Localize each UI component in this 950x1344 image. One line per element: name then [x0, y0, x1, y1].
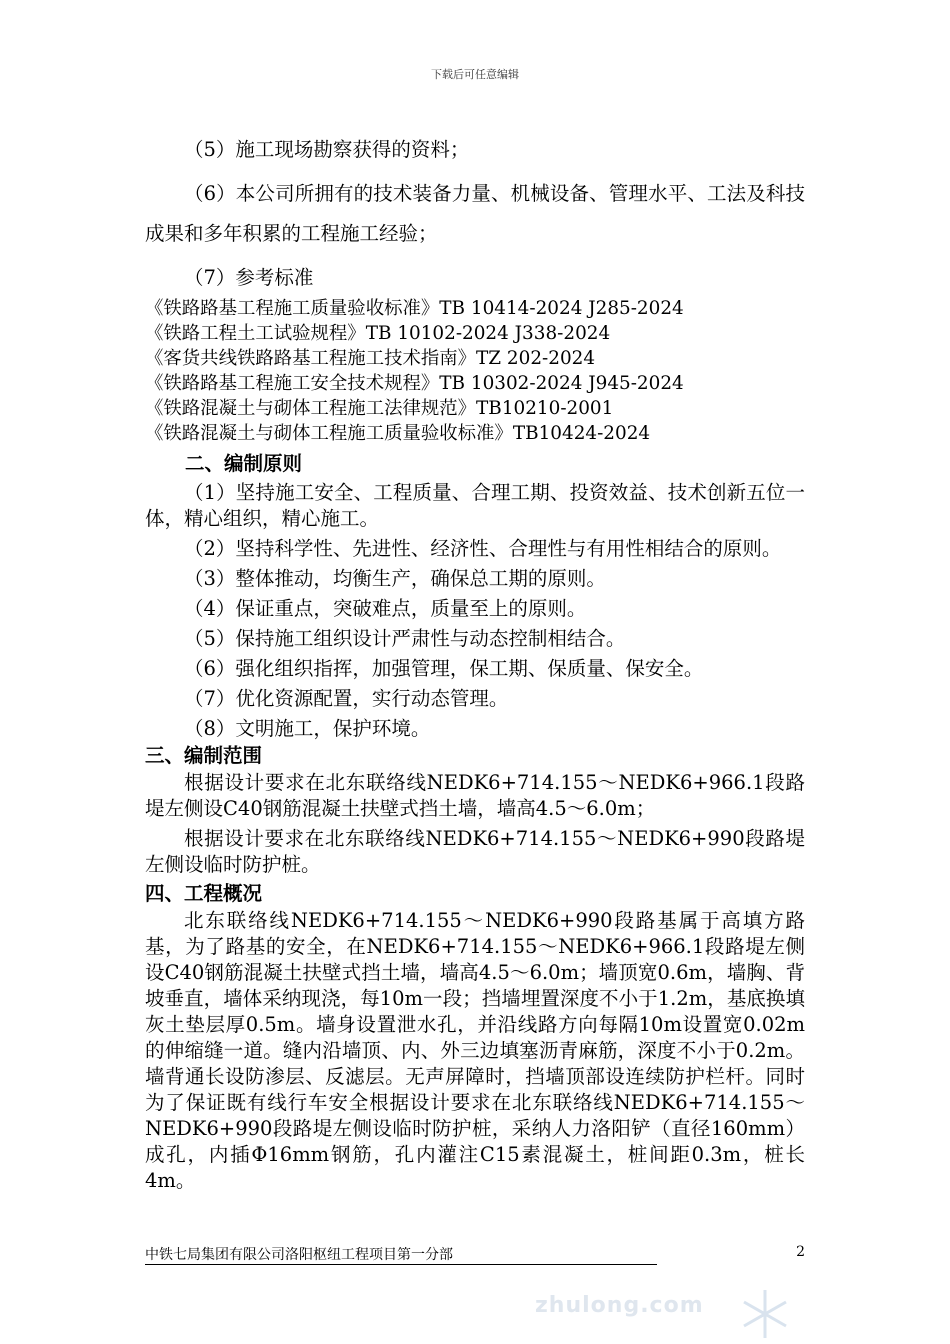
section-heading-overview: 四、工程概况 — [145, 882, 263, 905]
basis-item-7: （7）参考标准 — [184, 266, 314, 289]
principle-item: （4）保证重点，突破难点，质量至上的原则。 — [184, 597, 587, 620]
header-note: 下载后可任意编辑 — [431, 68, 519, 81]
reference-item: 《铁路混凝土与砌体工程施工法律规范》TB10210-2001 — [145, 398, 614, 419]
reference-item: 《铁路混凝土与砌体工程施工质量验收标准》TB10424-2024 — [145, 423, 651, 444]
scope-paragraph: 根据设计要求在北东联络线NEDK6+714.155～NEDK6+990段路堤左侧设临时防护桩。 — [145, 827, 805, 876]
footer-company: 中铁七局集团有限公司洛阳枢纽工程项目第一分部 — [145, 1247, 453, 1263]
principles-list — [145, 480, 805, 742]
snowflake-watermark-icon — [735, 1284, 795, 1344]
footer-rule — [145, 1264, 657, 1265]
reference-item: 《铁路路基工程施工安全技术规程》TB 10302-2024 J945-2024 — [145, 373, 684, 394]
basis-item-5: （5）施工现场勘察获得的资料； — [184, 138, 470, 161]
reference-item: 《客货共线铁路路基工程施工技术指南》TZ 202-2024 — [145, 348, 596, 369]
principle-item: （1）坚持施工安全、工程质量、合理工期、投资效益、技术创新五位一体，精心组织，精心施工。 — [145, 481, 805, 530]
watermark-text: zhulong.com — [535, 1293, 704, 1318]
principle-item: （3）整体推动，均衡生产，确保总工期的原则。 — [184, 567, 606, 590]
principle-item: （6）强化组织指挥，加强管理，保工期、保质量、保安全。 — [184, 657, 704, 680]
principle-item: （7）优化资源配置，实行动态管理。 — [184, 687, 509, 710]
section-heading-principles: 二、编制原则 — [185, 452, 303, 475]
reference-list — [93, 296, 805, 446]
reference-item: 《铁路路基工程施工质量验收标准》TB 10414-2024 J285-2024 — [145, 298, 684, 319]
page-number: 2 — [796, 1244, 805, 1260]
principle-item: （2）坚持科学性、先进性、经济性、合理性与有用性相结合的原则。 — [184, 537, 782, 560]
section-heading-scope: 三、编制范围 — [145, 744, 263, 767]
document-body — [145, 130, 805, 1194]
overview-paragraph: 北东联络线NEDK6+714.155～NEDK6+990段路基属于高填方路基，为了路基的安全，在NEDK6+714.155～NEDK6+966.1段路堤左侧设C40钢筋混凝土扶壁式挡土墙，墙高4.5～6.0m；墙顶宽0.6m，墙胸、背坡垂直，墙体采纳现浇，每10m一段；挡墙埋置深度不小于1.2m，基底换填灰土垫层厚0.5m。墙身设置泄水孔，并沿线路方向每隔10m设置宽0.02m的伸缩缝一道。缝内沿墙顶、内、外三边填塞沥青麻筋，深度不小于0.2m。墙背通长设防渗层、反滤层。无声屏障时，挡墙顶部设连续防护栏杆。同时为了保证既有线行车安全根据设计要求在北东联络线NEDK6+714.155～NEDK6+990段路堤左侧设临时防护桩，采纳人力洛阳铲（直径160mm）成孔，内插Φ16mm钢筋，孔内灌注C15素混凝土，桩间距0.3m，桩长4m。 — [145, 909, 805, 1192]
principle-item: （5）保持施工组织设计严肃性与动态控制相结合。 — [184, 627, 626, 650]
reference-item: 《铁路工程土工试验规程》TB 10102-2024 J338-2024 — [145, 323, 611, 344]
scope-paragraph: 根据设计要求在北东联络线NEDK6+714.155～NEDK6+966.1段路堤左侧设C40钢筋混凝土扶壁式挡土墙，墙高4.5～6.0m； — [145, 771, 805, 820]
basis-item-6: （6）本公司所拥有的技术装备力量、机械设备、管理水平、工法及科技成果和多年积累的工程施工经验； — [145, 182, 805, 245]
principle-item: （8）文明施工，保护环境。 — [184, 717, 431, 740]
